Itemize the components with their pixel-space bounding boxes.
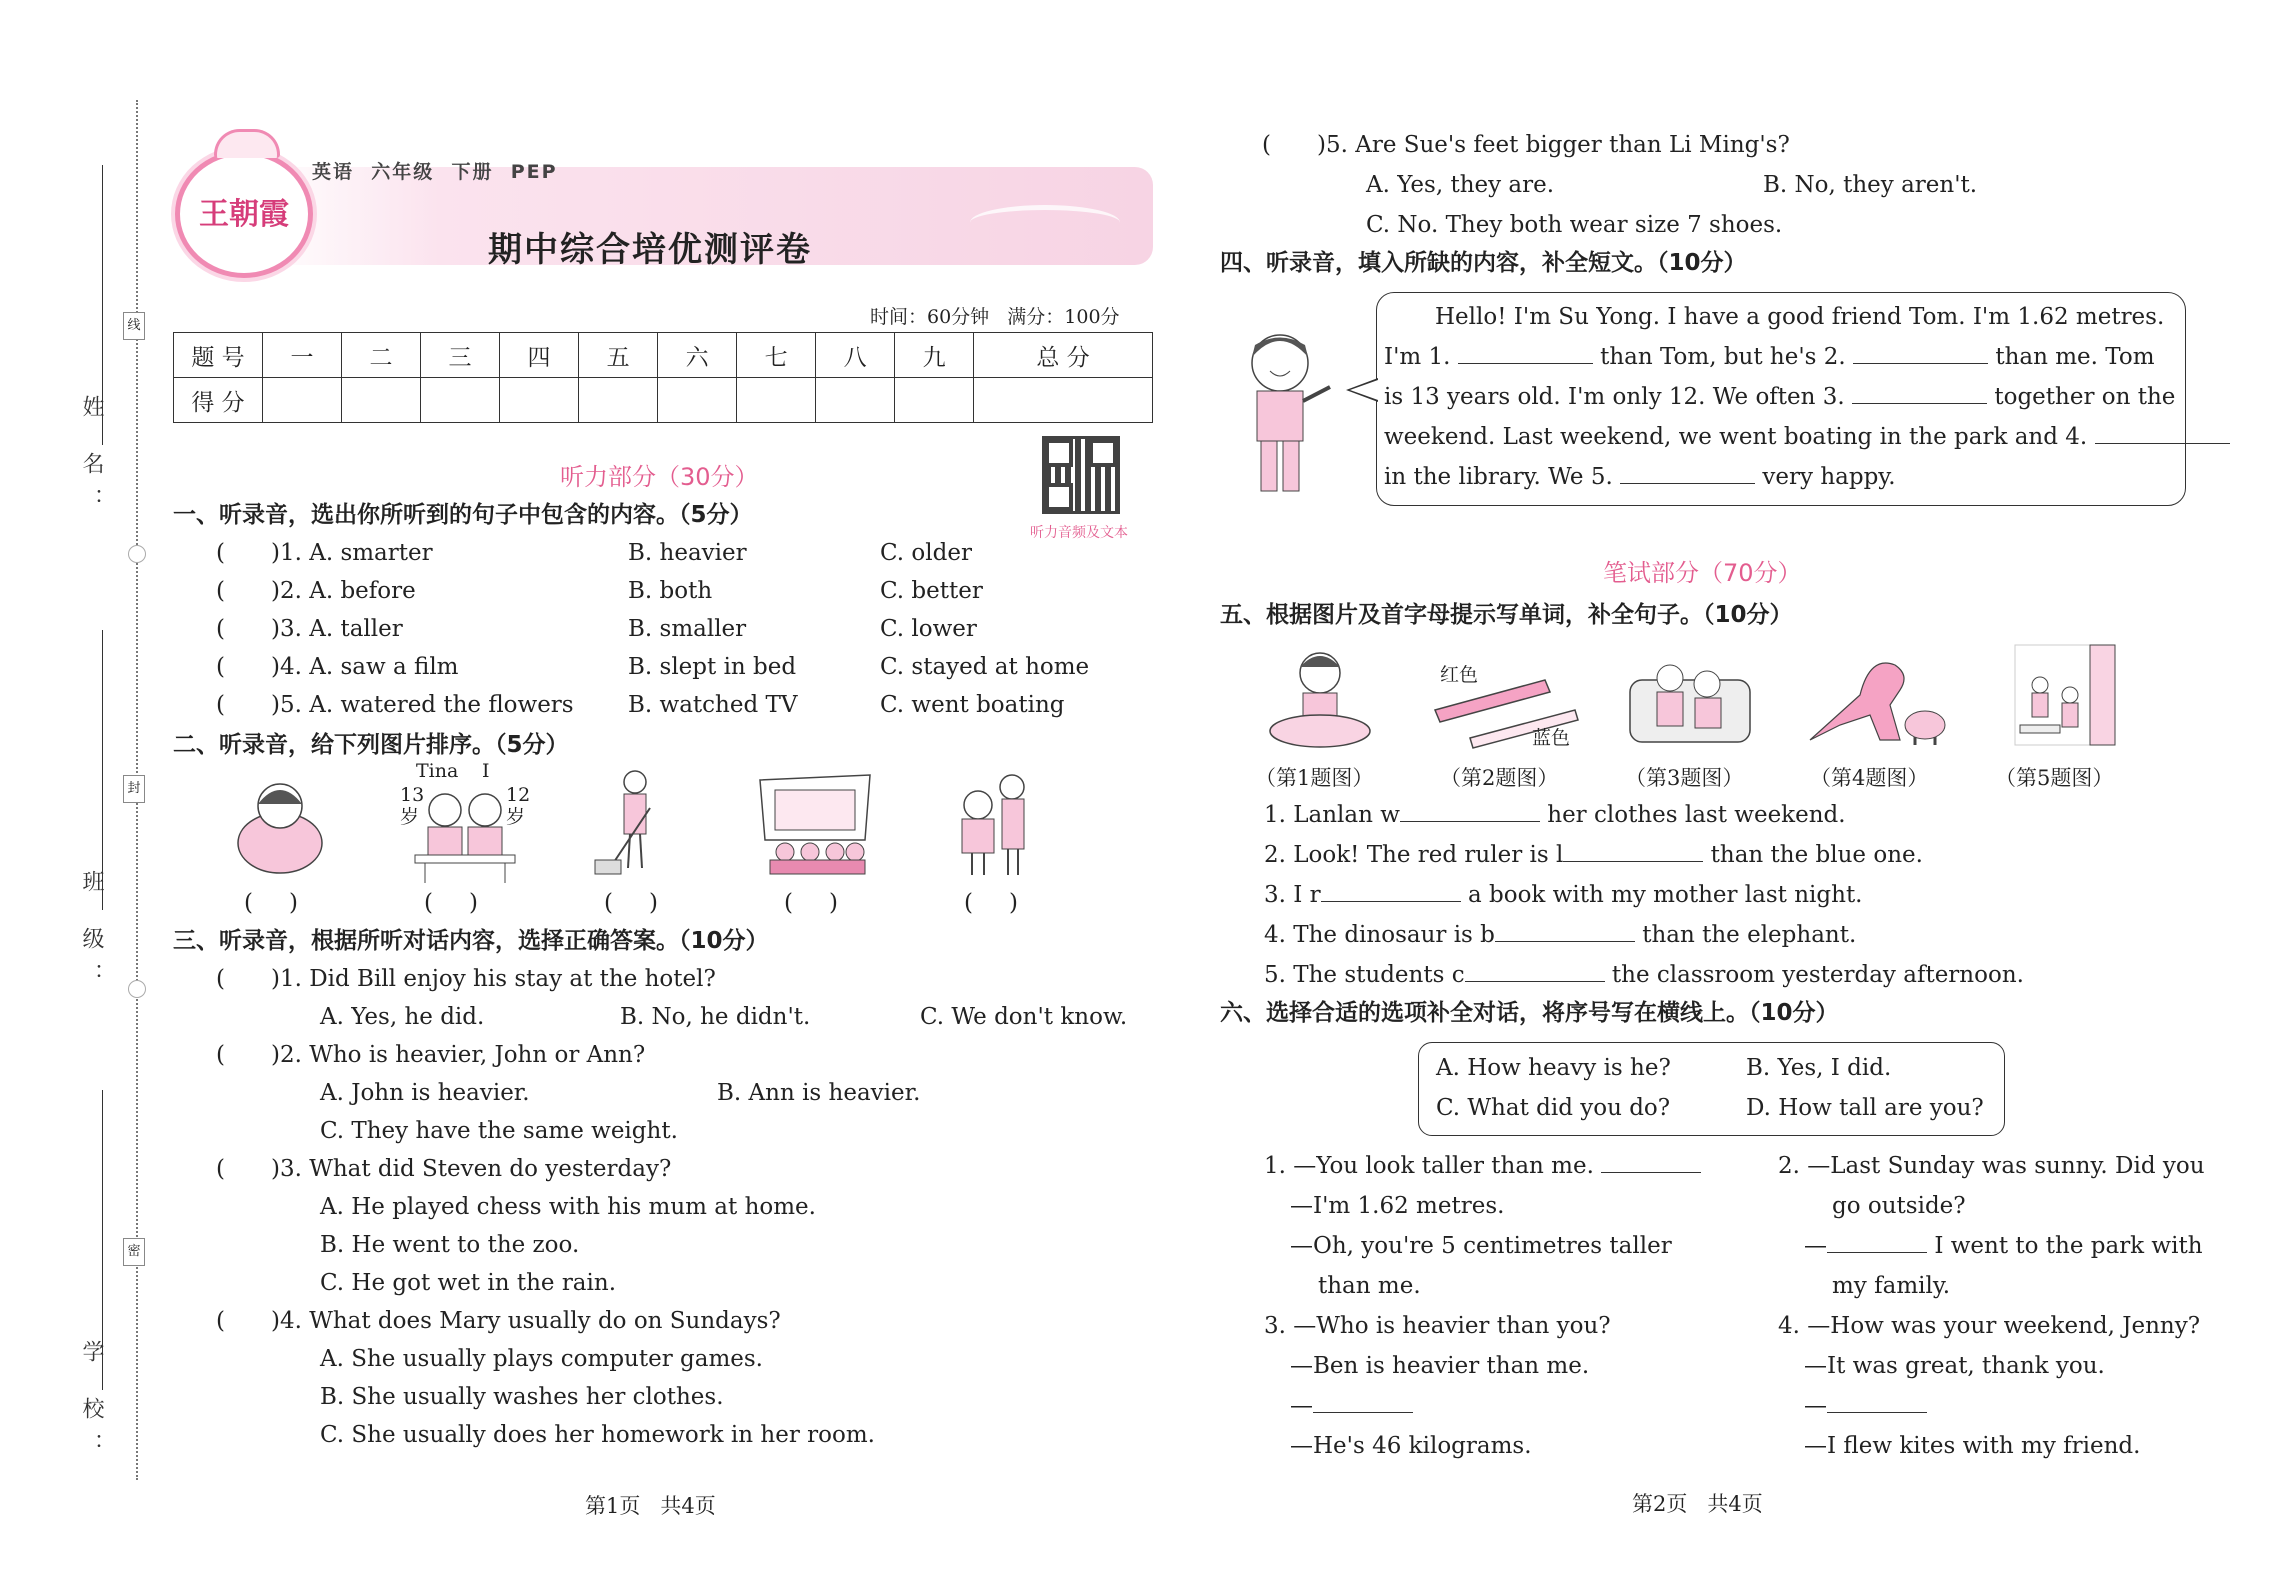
subject-line: 英语 六年级 下册 PEP <box>312 161 558 183</box>
picture-two-girls <box>410 785 520 885</box>
label-red: 红色 <box>1440 664 1479 686</box>
binding-margin <box>0 0 150 1582</box>
answer-paren[interactable]: ( ) <box>964 890 1018 916</box>
s1-q1: ( )1. A. smarter <box>216 540 433 566</box>
s3-q1: ( )1. Did Bill enjoy his stay at the hotel? <box>216 966 716 992</box>
seal-box-line: 线 <box>123 312 145 340</box>
blank-1[interactable] <box>1458 343 1593 364</box>
score-cell[interactable] <box>421 378 500 423</box>
s1-q5-c: C. went boating <box>880 692 1065 718</box>
s3-q1-b: B. No, he didn't. <box>620 1004 811 1030</box>
blank[interactable] <box>1601 1152 1701 1173</box>
s3-q3-c: C. He got wet in the rain. <box>320 1270 617 1296</box>
blank-2[interactable] <box>1853 343 1988 364</box>
blank[interactable] <box>1400 801 1540 822</box>
blank[interactable] <box>1465 961 1605 982</box>
s1-q4-b: B. slept in bed <box>628 654 797 680</box>
section-4-title: 四、听录音，填入所缺的内容，补全短文。（10分） <box>1220 250 1747 276</box>
blank[interactable] <box>1563 841 1703 862</box>
written-header: 笔试部分（70分） <box>1603 559 1802 587</box>
passage-line-1: Hello! I'm Su Yong. I have a good friend Tom. I'm 1.62 metres. <box>1435 304 2165 330</box>
s3-q3-a: A. He played chess with his mum at home. <box>320 1194 816 1220</box>
score-header: 四 <box>500 333 579 378</box>
score-header: 三 <box>421 333 500 378</box>
label-i: I <box>482 760 490 782</box>
caption-5: （第5题图） <box>1995 766 2114 790</box>
s3-q3: ( )3. What did Steven do yesterday? <box>216 1156 672 1182</box>
score-header: 题 号 <box>174 333 263 378</box>
footer-right: 第2页 共4页 <box>1632 1492 1763 1516</box>
option-b: B. Yes, I did. <box>1746 1055 1892 1081</box>
caption-1: （第1题图） <box>1255 766 1374 790</box>
section-1-title: 一、听录音，选出你所听到的句子中包含的内容。（5分） <box>173 502 753 528</box>
section-6-title: 六、选择合适的选项补全对话，将序号写在横线上。（10分） <box>1220 1000 1839 1026</box>
blank[interactable] <box>1495 921 1635 942</box>
s3-q2: ( )2. Who is heavier, John or Ann? <box>216 1042 646 1068</box>
blank-5[interactable] <box>1620 463 1755 484</box>
dialog-3: 3. —Who is heavier than you? —Ben is heavier than me. — —He's 46 kilograms. <box>1264 1313 1611 1459</box>
dialog-4: 4. —How was your weekend, Jenny? —It was great, thank you. — —I flew kites with my friend. <box>1778 1313 2201 1459</box>
footer-left: 第1页 共4页 <box>585 1494 716 1518</box>
score-header: 六 <box>658 333 737 378</box>
blank-3[interactable] <box>1852 383 1987 404</box>
blank[interactable] <box>1827 1232 1927 1253</box>
picture-sick-woman <box>225 768 335 878</box>
s3-q1-a: A. Yes, he did. <box>320 1004 485 1030</box>
s1-q5: ( )5. A. watered the flowers <box>216 692 574 718</box>
s1-q4: ( )4. A. saw a film <box>216 654 459 680</box>
passage-line-5: in the library. We 5. very happy. <box>1384 464 1896 490</box>
hole-icon <box>128 545 146 563</box>
seal-box-seal: 封 <box>123 775 145 803</box>
score-cell[interactable] <box>974 378 1153 423</box>
s1-q4-c: C. stayed at home <box>880 654 1090 680</box>
s3-q5-c: C. No. They both wear size 7 shoes. <box>1366 212 1783 238</box>
school-line[interactable] <box>102 1090 103 1390</box>
s3-q4: ( )4. What does Mary usually do on Sundays? <box>216 1308 781 1334</box>
dialog-1: 1. —You look taller than me. —I'm 1.62 metres. —Oh, you're 5 centimetres taller than me. <box>1264 1146 1701 1306</box>
score-cell[interactable] <box>895 378 974 423</box>
blank-4[interactable] <box>2095 423 2230 444</box>
label-age-12: 12 岁 <box>506 784 531 828</box>
boy-speaker-picture <box>1235 325 1345 500</box>
s3-q5: ( )5. Are Sue's feet bigger than Li Ming's? <box>1262 132 1790 158</box>
page-title: 期中综合培优测评卷 <box>488 230 812 270</box>
option-c: C. What did you do? <box>1436 1095 1671 1121</box>
picture-dinosaur-elephant <box>1800 645 1950 750</box>
class-label: 班 级： <box>79 870 104 999</box>
score-cell[interactable] <box>579 378 658 423</box>
passage-line-4: weekend. Last weekend, we went boating in the park and 4. <box>1384 422 2230 452</box>
score-cell[interactable] <box>816 378 895 423</box>
score-header: 总 分 <box>974 333 1153 378</box>
name-label: 姓 名： <box>79 395 104 524</box>
score-header: 七 <box>737 333 816 378</box>
listening-header: 听力部分（30分） <box>560 463 759 491</box>
answer-paren[interactable]: ( ) <box>604 890 658 916</box>
caption-4: （第4题图） <box>1810 766 1929 790</box>
logo-text: 王朝霞 <box>199 197 289 232</box>
picture-mopping <box>590 768 670 880</box>
banner-swirl <box>970 205 1120 240</box>
option-a: A. How heavy is he? <box>1436 1055 1671 1081</box>
score-header: 九 <box>895 333 974 378</box>
score-header: 一 <box>263 333 342 378</box>
score-table <box>173 332 1153 423</box>
crown-icon <box>214 129 280 158</box>
seal-box-secret: 密 <box>123 1238 145 1266</box>
hole-icon <box>128 980 146 998</box>
picture-washing-clothes <box>1265 645 1375 755</box>
s1-q1-c: C. older <box>880 540 972 566</box>
blank[interactable] <box>1313 1392 1413 1413</box>
score-header: 二 <box>342 333 421 378</box>
score-row-label: 得 分 <box>174 378 263 423</box>
s3-q2-a: A. John is heavier. <box>320 1080 530 1106</box>
caption-3: （第3题图） <box>1625 766 1744 790</box>
answer-paren[interactable]: ( ) <box>244 890 298 916</box>
qr-caption: 听力音频及文本 <box>1030 525 1128 541</box>
s1-q2: ( )2. A. before <box>216 578 416 604</box>
picture-cleaning-classroom <box>2010 640 2120 752</box>
section-2-title: 二、听录音，给下列图片排序。（5分） <box>173 732 569 758</box>
s1-q3-b: B. smaller <box>628 616 747 642</box>
score-cell[interactable] <box>737 378 816 423</box>
s3-q2-b: B. Ann is heavier. <box>717 1080 921 1106</box>
s5-sentence-2: 2. Look! The red ruler is l than the blue one. <box>1264 842 1923 868</box>
answer-paren[interactable]: ( ) <box>784 890 838 916</box>
logo-badge <box>175 150 313 278</box>
s1-q3: ( )3. A. taller <box>216 616 403 642</box>
label-tina: Tina <box>416 760 459 782</box>
s3-q4-c: C. She usually does her homework in her room. <box>320 1422 875 1448</box>
s3-q3-b: B. He went to the zoo. <box>320 1232 580 1258</box>
passage-line-2: I'm 1. than Tom, but he's 2. than me. Tom <box>1384 344 2155 370</box>
s3-q4-b: B. She usually washes her clothes. <box>320 1384 724 1410</box>
passage-line-3: is 13 years old. I'm only 12. We often 3. together on the <box>1384 384 2176 410</box>
name-line[interactable] <box>102 165 103 445</box>
section-3-title: 三、听录音，根据所听对话内容，选择正确答案。（10分） <box>173 928 769 954</box>
s3-q1-c: C. We don't know. <box>920 1004 1128 1030</box>
score-cell[interactable] <box>263 378 342 423</box>
label-blue: 蓝色 <box>1532 727 1571 749</box>
s5-sentence-4: 4. The dinosaur is b than the elephant. <box>1264 922 1857 948</box>
option-d: D. How tall are you? <box>1746 1095 1984 1121</box>
s1-q5-b: B. watched TV <box>628 692 798 718</box>
s1-q3-c: C. lower <box>880 616 977 642</box>
s3-q5-a: A. Yes, they are. <box>1366 172 1555 198</box>
score-cell[interactable] <box>342 378 421 423</box>
bubble-tail-inner <box>1350 380 1378 400</box>
score-header: 五 <box>579 333 658 378</box>
s3-q5-b: B. No, they aren't. <box>1763 172 1978 198</box>
answer-paren[interactable]: ( ) <box>424 890 478 916</box>
class-line[interactable] <box>102 630 103 910</box>
s3-q2-c: C. They have the same weight. <box>320 1118 678 1144</box>
section-5-title: 五、根据图片及首字母提示写单词，补全句子。（10分） <box>1220 602 1793 628</box>
score-cell[interactable] <box>500 378 579 423</box>
score-header: 八 <box>816 333 895 378</box>
s3-q4-a: A. She usually plays computer games. <box>320 1346 763 1372</box>
label-age-13: 13 岁 <box>400 784 425 828</box>
score-cell[interactable] <box>658 378 737 423</box>
blank[interactable] <box>1827 1392 1927 1413</box>
caption-2: （第2题图） <box>1440 766 1559 790</box>
picture-boy-girl <box>950 765 1040 880</box>
picture-cinema <box>755 770 875 878</box>
dialog-2: 2. —Last Sunday was sunny. Did you go outside? — I went to the park with my family. <box>1778 1153 2205 1299</box>
s1-q2-b: B. both <box>628 578 713 604</box>
school-label: 学 校： <box>79 1340 104 1469</box>
time-info: 时间：60分钟 满分：100分 <box>870 306 1120 328</box>
s5-sentence-3: 3. I r a book with my mother last night. <box>1264 882 1863 908</box>
qr-code-icon[interactable] <box>1042 436 1120 514</box>
picture-reading-on-sofa <box>1625 650 1755 750</box>
s1-q1-b: B. heavier <box>628 540 747 566</box>
blank[interactable] <box>1321 881 1461 902</box>
s1-q2-c: C. better <box>880 578 983 604</box>
s5-sentence-5: 5. The students c the classroom yesterday afternoon. <box>1264 962 2024 988</box>
s5-sentence-1: 1. Lanlan w her clothes last weekend. <box>1264 802 1846 828</box>
